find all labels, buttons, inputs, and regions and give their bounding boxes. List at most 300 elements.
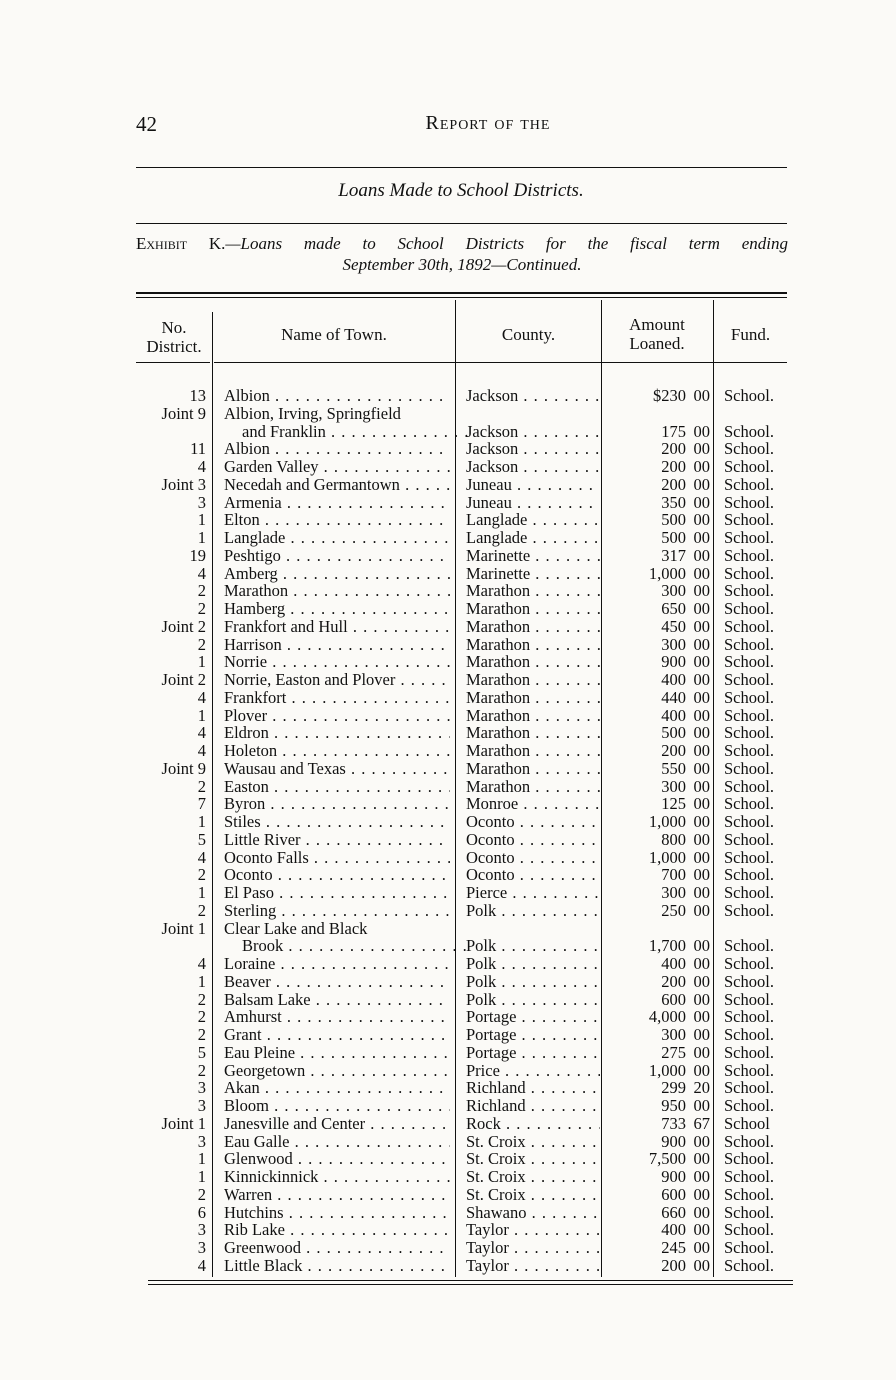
table-row — [0, 653, 896, 671]
fund-name: School. — [724, 439, 774, 459]
district-number: 7 — [197, 794, 206, 814]
district-number: 2 — [197, 634, 206, 654]
district-number: 4 — [197, 954, 206, 973]
fund-name: School. — [724, 545, 774, 565]
town-name: Janesville and Center . . . — [224, 1115, 450, 1133]
fund-name: School. — [724, 1007, 774, 1027]
county-name: Oconto . . . — [466, 813, 600, 831]
table-row — [0, 1008, 896, 1026]
county-name: Polk . . . — [466, 937, 600, 955]
table-row — [0, 884, 896, 902]
county-name: Marathon . . . — [466, 689, 600, 707]
header-loaned: Loaned. — [629, 334, 685, 353]
exhibit-text-line2: September 30th, 1892—Continued. — [342, 255, 582, 274]
town-name: Peshtigo . . . — [224, 547, 450, 565]
town-name: Glenwood . . . — [224, 1150, 450, 1168]
amount-cents: 00 — [693, 794, 710, 814]
county-name: Portage . . . — [466, 1026, 600, 1044]
district-number: 3 — [197, 1096, 206, 1115]
amount-cents: 00 — [693, 616, 710, 636]
amount-cents: 00 — [693, 865, 710, 885]
district-number: 3 — [197, 1131, 206, 1151]
town-name: Clear Lake and Black — [224, 919, 368, 938]
amount-dollars: 300 — [661, 634, 686, 654]
district-number: 1 — [197, 971, 206, 991]
fund-name: School. — [724, 1060, 774, 1080]
table-row — [0, 1062, 896, 1080]
amount-cents: 00 — [693, 1220, 710, 1240]
county-name: Richland . . . — [466, 1079, 600, 1097]
table-row — [0, 476, 896, 494]
town-name: Garden Valley . . . — [224, 458, 450, 476]
fund-name: School. — [724, 1255, 774, 1275]
amount-dollars: 500 — [661, 528, 686, 547]
amount-dollars: 700 — [661, 865, 686, 885]
district-number: Joint 2 — [161, 670, 206, 689]
table-row — [0, 760, 896, 778]
town-name: Oconto . . . — [224, 866, 450, 884]
fund-name: School. — [724, 812, 774, 831]
district-number: 2 — [197, 1007, 206, 1027]
town-name: Eldron . . . — [224, 724, 450, 742]
town-name: Elton . . . — [224, 511, 450, 529]
town-name: Kinnickinnick . . . — [224, 1168, 450, 1186]
county-name: Marathon . . . — [466, 653, 600, 671]
table-row — [0, 1257, 896, 1275]
exhibit-text-line1: —Loans made to School Districts for the fiscal term ending — [225, 234, 788, 253]
town-name: Holeton . . . — [224, 742, 450, 760]
district-number: 2 — [197, 1025, 206, 1044]
amount-cents: 00 — [693, 812, 710, 831]
fund-name: School. — [724, 563, 774, 583]
amount-dollars: 200 — [661, 1255, 686, 1275]
amount-dollars: 400 — [661, 954, 686, 973]
amount-cents: 00 — [693, 954, 710, 973]
table-row — [0, 920, 896, 938]
county-name: Portage . . . — [466, 1044, 600, 1062]
amount-dollars: 200 — [661, 457, 686, 476]
table-row — [0, 1026, 896, 1044]
amount-dollars: 900 — [661, 1131, 686, 1151]
amount-dollars: 440 — [661, 687, 686, 707]
amount-cents: 00 — [693, 883, 710, 902]
amount-dollars: 300 — [661, 581, 686, 601]
fund-name: School. — [724, 971, 774, 991]
table-row — [0, 1044, 896, 1062]
district-number: 4 — [197, 847, 206, 867]
amount-cents: 00 — [693, 1007, 710, 1027]
amount-dollars: 1,000 — [648, 847, 686, 867]
fund-name: School. — [724, 652, 774, 672]
amount-cents: 00 — [693, 1149, 710, 1169]
table-row — [0, 689, 896, 707]
county-name: Taylor . . . — [466, 1239, 600, 1257]
header-no: No. — [161, 318, 187, 337]
amount-cents: 00 — [693, 1131, 710, 1151]
amount-cents: 00 — [693, 670, 710, 689]
fund-name: School. — [724, 1042, 774, 1062]
county-name: St. Croix . . . — [466, 1133, 600, 1151]
amount-dollars: 733 — [661, 1113, 686, 1133]
amount-cents: 00 — [693, 421, 710, 441]
exhibit-label: Exhibit K. — [136, 234, 226, 253]
table-row — [0, 813, 896, 831]
county-name: Marathon . . . — [466, 778, 600, 796]
fund-name: School. — [724, 474, 774, 494]
district-number: 2 — [197, 989, 206, 1009]
fund-name: School. — [724, 510, 774, 530]
table-row — [0, 973, 896, 991]
county-name: Marathon . . . — [466, 742, 600, 760]
town-name: Eau Pleine . . . — [224, 1044, 450, 1062]
table-row — [0, 494, 896, 512]
fund-name: School. — [724, 829, 774, 849]
county-name: Marinette . . . — [466, 565, 600, 583]
amount-dollars: 1,700 — [648, 936, 686, 956]
county-name: Polk . . . — [466, 955, 600, 973]
county-name: Taylor . . . — [466, 1221, 600, 1239]
town-name: Wausau and Texas . . . — [224, 760, 450, 778]
district-number: 4 — [197, 563, 206, 583]
fund-name: School. — [724, 386, 774, 405]
amount-dollars: 200 — [661, 474, 686, 494]
amount-dollars: 500 — [661, 723, 686, 743]
fund-name: School. — [724, 705, 774, 725]
town-name: Armenia . . . — [224, 494, 450, 512]
table-row — [0, 671, 896, 689]
town-name: Stiles . . . — [224, 813, 450, 831]
table-row — [0, 1239, 896, 1257]
table-row — [0, 1079, 896, 1097]
fund-name: School. — [724, 989, 774, 1009]
district-number: 6 — [197, 1202, 206, 1222]
town-name: Little Black . . . — [224, 1257, 450, 1275]
fund-name: School. — [724, 1167, 774, 1186]
town-name: Eau Galle . . . — [224, 1133, 450, 1151]
table-row — [0, 565, 896, 583]
amount-cents: 67 — [693, 1113, 710, 1133]
district-number: Joint 3 — [161, 474, 206, 494]
district-number: 11 — [190, 439, 206, 459]
county-name: Oconto . . . — [466, 866, 600, 884]
county-name: Marathon . . . — [466, 760, 600, 778]
amount-cents: 00 — [693, 989, 710, 1009]
amount-dollars: 300 — [661, 883, 686, 902]
town-name: Amhurst . . . — [224, 1008, 450, 1026]
town-name: Balsam Lake . . . — [224, 991, 450, 1009]
amount-dollars: 175 — [661, 421, 686, 441]
amount-dollars: 200 — [661, 741, 686, 760]
county-name: St. Croix . . . — [466, 1168, 600, 1186]
amount-cents: 00 — [693, 900, 710, 920]
fund-name: School. — [724, 883, 774, 902]
county-name: Pierce . . . — [466, 884, 600, 902]
amount-cents: 00 — [693, 510, 710, 530]
table-row — [0, 636, 896, 654]
table-row — [0, 582, 896, 600]
district-number: Joint 9 — [161, 403, 206, 423]
fund-name: School. — [724, 1202, 774, 1222]
county-name: Polk . . . — [466, 973, 600, 991]
district-number: 4 — [197, 723, 206, 743]
amount-cents: 00 — [693, 705, 710, 725]
amount-dollars: 900 — [661, 1167, 686, 1186]
district-number: 19 — [189, 545, 206, 565]
county-name: Marinette . . . — [466, 547, 600, 565]
amount-cents: 00 — [693, 758, 710, 778]
amount-cents: 00 — [693, 1202, 710, 1222]
town-name: Frankfort and Hull . . . — [224, 618, 450, 636]
amount-cents: 00 — [693, 829, 710, 849]
town-name: Warren . . . — [224, 1186, 450, 1204]
county-name: Langlade . . . — [466, 529, 600, 547]
district-number: 1 — [197, 1167, 206, 1186]
county-name: Marathon . . . — [466, 707, 600, 725]
amount-dollars: 299 — [661, 1078, 686, 1098]
county-name: Jackson . . . — [466, 440, 600, 458]
table-row — [0, 1097, 896, 1115]
table-row — [0, 1168, 896, 1186]
amount-cents: 00 — [693, 687, 710, 707]
table-bottom-rule-2 — [148, 1284, 793, 1285]
table-row — [0, 1115, 896, 1133]
district-number: 2 — [197, 599, 206, 618]
table-row — [0, 991, 896, 1009]
table-row — [0, 600, 896, 618]
fund-name: School. — [724, 865, 774, 885]
fund-name: School. — [724, 936, 774, 956]
amount-dollars: 450 — [661, 616, 686, 636]
amount-dollars: 1,000 — [648, 1060, 686, 1080]
amount-dollars: 300 — [661, 1025, 686, 1044]
town-name: Brook . . . — [224, 937, 468, 955]
amount-dollars: 245 — [661, 1238, 686, 1257]
table-row — [0, 547, 896, 565]
district-number: 5 — [197, 1042, 206, 1062]
county-name: Marathon . . . — [466, 636, 600, 654]
amount-cents: 00 — [693, 652, 710, 672]
page-number: 42 — [136, 112, 157, 136]
table-row — [0, 778, 896, 796]
district-number: Joint 1 — [161, 1113, 206, 1133]
town-name: Albion . . . — [224, 387, 450, 405]
table-row — [0, 1186, 896, 1204]
running-head: Report of the — [425, 112, 551, 134]
town-name: Hamberg . . . — [224, 600, 450, 618]
fund-name: School. — [724, 1078, 774, 1098]
table-row — [0, 937, 896, 955]
fund-name: School. — [724, 776, 774, 796]
county-name: Rock . . . — [466, 1115, 600, 1133]
table-bottom-rule — [148, 1280, 793, 1281]
fund-name: School. — [724, 581, 774, 601]
county-name: Shawano . . . — [466, 1204, 600, 1222]
district-number: 3 — [197, 1238, 206, 1257]
table-row — [0, 831, 896, 849]
town-name: Necedah and Germantown . . . — [224, 476, 450, 494]
district-number: 5 — [197, 829, 206, 849]
district-number: 3 — [197, 1078, 206, 1098]
town-name: Beaver . . . — [224, 973, 450, 991]
county-name: Richland . . . — [466, 1097, 600, 1115]
fund-name: School. — [724, 954, 774, 973]
fund-name: School. — [724, 528, 774, 547]
amount-cents: 00 — [693, 1042, 710, 1062]
town-name: Little River . . . — [224, 831, 450, 849]
town-name: Langlade . . . — [224, 529, 450, 547]
county-name: Polk . . . — [466, 902, 600, 920]
header-name-of-town: Name of Town. — [281, 325, 387, 344]
amount-cents: 00 — [693, 439, 710, 459]
amount-cents: 00 — [693, 599, 710, 618]
county-name: Marathon . . . — [466, 724, 600, 742]
amount-cents: 00 — [693, 1096, 710, 1115]
amount-cents: 00 — [693, 723, 710, 743]
town-name: Oconto Falls . . . — [224, 849, 450, 867]
fund-name: School. — [724, 687, 774, 707]
amount-dollars: 7,500 — [648, 1149, 686, 1169]
fund-name: School. — [724, 900, 774, 920]
district-number: 13 — [189, 386, 206, 405]
amount-cents: 00 — [693, 741, 710, 760]
amount-cents: 00 — [693, 528, 710, 547]
county-name: Monroe . . . — [466, 795, 600, 813]
amount-dollars: 800 — [661, 829, 686, 849]
fund-name: School. — [724, 847, 774, 867]
town-name: Easton . . . — [224, 778, 450, 796]
district-number: Joint 9 — [161, 758, 206, 778]
county-name: Marathon . . . — [466, 618, 600, 636]
town-name: Loraine . . . — [224, 955, 450, 973]
table-row — [0, 1204, 896, 1222]
county-name: Marathon . . . — [466, 600, 600, 618]
amount-dollars: $230 — [653, 386, 686, 405]
district-number: 2 — [197, 1184, 206, 1204]
fund-name: School. — [724, 634, 774, 654]
table-row — [0, 387, 896, 405]
fund-name: School. — [724, 1238, 774, 1257]
district-number: 2 — [197, 1060, 206, 1080]
table-row — [0, 724, 896, 742]
town-name: Frankfort . . . — [224, 689, 450, 707]
table-row — [0, 405, 896, 423]
header-fund: Fund. — [730, 325, 771, 344]
amount-dollars: 1,000 — [648, 563, 686, 583]
district-number: 3 — [197, 1220, 206, 1240]
town-name: Plover . . . — [224, 707, 450, 725]
amount-cents: 00 — [693, 776, 710, 796]
amount-dollars: 500 — [661, 510, 686, 530]
fund-name: School. — [724, 741, 774, 760]
fund-name: School — [724, 1113, 770, 1133]
county-name: Portage . . . — [466, 1008, 600, 1026]
fund-name: School. — [724, 492, 774, 512]
table-row — [0, 707, 896, 725]
town-name: Albion, Irving, Springfield — [224, 404, 401, 423]
amount-dollars: 660 — [661, 1202, 686, 1222]
county-name: Juneau . . . — [466, 476, 600, 494]
amount-dollars: 950 — [661, 1096, 686, 1115]
district-number: 4 — [197, 687, 206, 707]
district-number: Joint 2 — [161, 616, 206, 636]
table-row — [0, 955, 896, 973]
county-name: Jackson . . . — [466, 458, 600, 476]
county-name: Oconto . . . — [466, 831, 600, 849]
county-name: Juneau . . . — [466, 494, 600, 512]
amount-cents: 00 — [693, 847, 710, 867]
table-row — [0, 1133, 896, 1151]
amount-cents: 00 — [693, 1167, 710, 1186]
fund-name: School. — [724, 1096, 774, 1115]
district-number: 1 — [197, 883, 206, 902]
fund-name: School. — [724, 794, 774, 814]
amount-dollars: 4,000 — [648, 1007, 686, 1027]
amount-cents: 00 — [693, 492, 710, 512]
town-name: Greenwood . . . — [224, 1239, 450, 1257]
town-name: Georgetown . . . — [224, 1062, 450, 1080]
district-number: 1 — [197, 528, 206, 547]
table-row — [0, 618, 896, 636]
header-county: County. — [501, 325, 556, 344]
town-name: Sterling . . . — [224, 902, 450, 920]
amount-cents: 00 — [693, 1060, 710, 1080]
table-row — [0, 458, 896, 476]
county-name: Taylor . . . — [466, 1257, 600, 1275]
county-name: Langlade . . . — [466, 511, 600, 529]
amount-cents: 00 — [693, 936, 710, 956]
amount-cents: 00 — [693, 386, 710, 405]
fund-name: School. — [724, 1025, 774, 1044]
amount-dollars: 400 — [661, 670, 686, 689]
amount-cents: 00 — [693, 474, 710, 494]
amount-dollars: 125 — [661, 794, 686, 814]
district-number: 2 — [197, 581, 206, 601]
district-number: 4 — [197, 457, 206, 476]
amount-dollars: 600 — [661, 989, 686, 1009]
county-name: Marathon . . . — [466, 582, 600, 600]
amount-cents: 00 — [693, 457, 710, 476]
town-name: Rib Lake . . . — [224, 1221, 450, 1239]
county-name: Marathon . . . — [466, 671, 600, 689]
town-name: Harrison . . . — [224, 636, 450, 654]
amount-cents: 00 — [693, 581, 710, 601]
district-number: 2 — [197, 900, 206, 920]
county-name: St. Croix . . . — [466, 1186, 600, 1204]
amount-dollars: 900 — [661, 652, 686, 672]
county-name: Jackson . . . — [466, 423, 600, 441]
town-name: Akan . . . — [224, 1079, 450, 1097]
town-name: Marathon . . . — [224, 582, 450, 600]
table-row — [0, 866, 896, 884]
amount-cents: 00 — [693, 1184, 710, 1204]
district-number: 1 — [197, 812, 206, 831]
district-number: 2 — [197, 865, 206, 885]
table-row — [0, 1221, 896, 1239]
county-name: St. Croix . . . — [466, 1150, 600, 1168]
header-district: District. — [146, 337, 202, 356]
amount-cents: 00 — [693, 1238, 710, 1257]
table-row — [0, 511, 896, 529]
table-row — [0, 849, 896, 867]
town-name: Norrie . . . — [224, 653, 450, 671]
fund-name: School. — [724, 457, 774, 476]
amount-cents: 00 — [693, 971, 710, 991]
amount-cents: 00 — [693, 545, 710, 565]
district-number: 4 — [197, 1255, 206, 1275]
town-name: and Franklin . . . — [224, 423, 468, 441]
amount-cents: 00 — [693, 1255, 710, 1275]
town-name: Byron . . . — [224, 795, 450, 813]
